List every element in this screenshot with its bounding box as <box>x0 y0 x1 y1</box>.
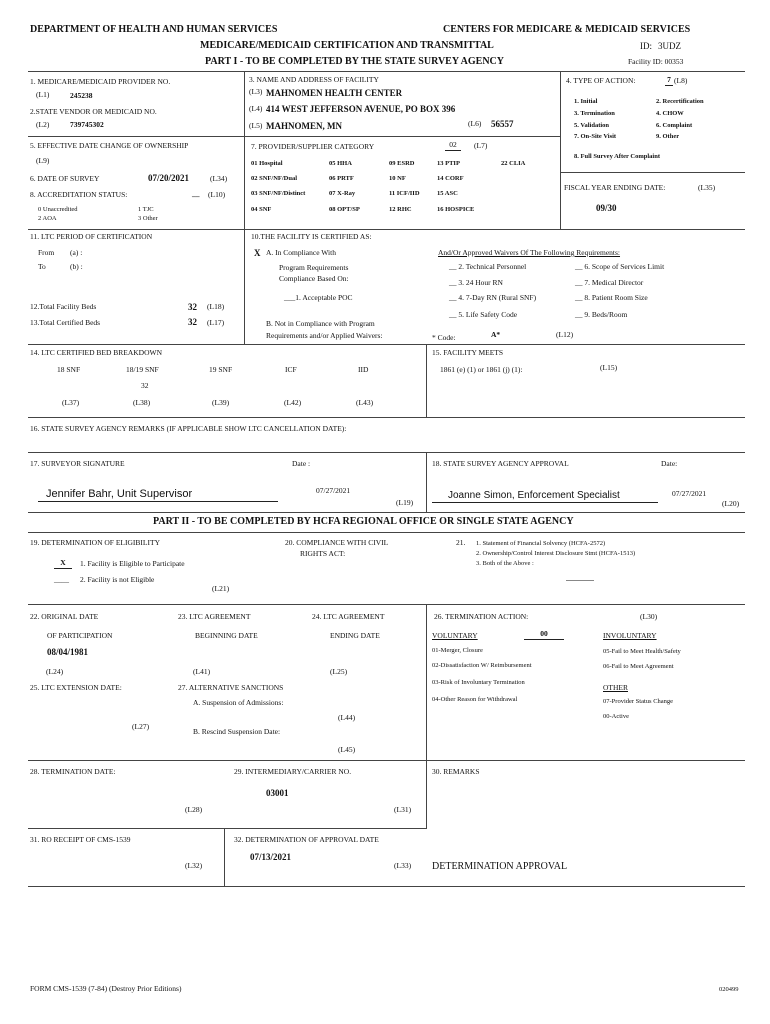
waiver-item: __ 5. Life Safety Code <box>449 310 518 319</box>
field21-item: 1. Statement of Financial Solvency (HCFA-2572) <box>476 540 606 547</box>
action-option: 6. Complaint <box>656 122 693 129</box>
agency-approval-label: 18. STATE SURVEY AGENCY APPROVAL <box>432 459 569 468</box>
category-option: 05 HHA <box>329 160 352 167</box>
rule <box>426 604 427 829</box>
ro-receipt-code: (L32) <box>185 861 203 870</box>
other-item: 07-Provider Status Change <box>603 698 674 705</box>
action-type-code: (L8) <box>674 76 688 85</box>
fiscal-year-value: 09/30 <box>596 203 617 213</box>
ltc-extension-code: (L27) <box>132 722 150 731</box>
waiver-item: __ 7. Medical Director <box>575 278 644 287</box>
total-beds-code: (L18) <box>207 302 225 311</box>
facility-id: Facility ID: 00353 <box>628 57 684 66</box>
bed-code: (L38) <box>133 398 151 407</box>
certified-beds-label: 13.Total Certified Beds <box>30 318 101 327</box>
ltc-begin-code: (L41) <box>193 667 211 676</box>
approval-date-label: 32. DETERMINATION OF APPROVAL DATE <box>234 835 379 844</box>
approval-date-code: (L33) <box>394 861 412 870</box>
field21-blank <box>566 580 594 581</box>
waiver-item: __ 6. Scope of Services Limit <box>575 262 665 271</box>
involuntary-item: 06-Fail to Meet Agreement <box>603 663 674 670</box>
bed-col: 18/19 SNF <box>126 365 159 374</box>
ltc-period-label: 11. LTC PERIOD OF CERTIFICATION <box>30 232 153 241</box>
category-option: 09 ESRD <box>389 160 415 167</box>
not-in-compliance: B. Not in Compliance with Program <box>266 319 375 328</box>
field21-label: 21. <box>456 538 466 547</box>
original-date-value: 08/04/1981 <box>47 647 89 657</box>
action-type-value: 7 <box>665 76 673 86</box>
voluntary-item: 01-Merger, Closure <box>432 647 483 654</box>
part1-title: PART I - TO BE COMPLETED BY THE STATE SURVEY AGENCY <box>205 56 504 67</box>
agency-code: (L20) <box>722 499 740 508</box>
ltc-extension-label: 25. LTC EXTENSION DATE: <box>30 683 122 692</box>
category-option: 01 Hospital <box>251 160 283 167</box>
eligibility-label: 19. DETERMINATION OF ELIGIBILITY <box>30 538 160 547</box>
rule <box>28 229 745 230</box>
action-option: 8. Full Survey After Complaint <box>574 153 661 160</box>
rule <box>28 604 745 605</box>
agency-date: 07/27/2021 <box>672 489 707 498</box>
certified-as-label: 10.THE FACILITY IS CERTIFIED AS: <box>251 232 372 241</box>
eligibility-blank: ____ <box>54 575 69 584</box>
termination-action-label: 26. TERMINATION ACTION: <box>434 612 529 621</box>
rule <box>426 344 427 417</box>
category-option: 22 CLIA <box>501 160 526 167</box>
certified-beds-value: 32 <box>188 317 197 327</box>
bed-code: (L43) <box>356 398 374 407</box>
accreditation-option: 1 TJC <box>138 206 154 213</box>
surveyor-date: 07/27/2021 <box>316 486 351 495</box>
category-option: 03 SNF/NF/Distinct <box>251 190 306 197</box>
ltc-begin-label: 23. LTC AGREEMENT <box>178 612 251 621</box>
action-option: 9. Other <box>656 133 680 140</box>
ro-receipt-label: 31. RO RECEIPT OF CMS-1539 <box>30 835 131 844</box>
action-option: 5. Validation <box>574 122 610 129</box>
category-option: 11 ICF/IID <box>389 190 420 197</box>
rule <box>560 172 745 173</box>
rule <box>426 452 427 512</box>
field21-item: 2. Ownership/Control Interest Disclosure Stmt (HCFA-1513) <box>476 550 636 557</box>
ltc-to-label: To <box>38 262 46 271</box>
ltc-from-code: (a) : <box>70 248 83 257</box>
id-value: 3UDZ <box>658 41 681 51</box>
alt-sanctions-label: 27. ALTERNATIVE SANCTIONS <box>178 683 284 692</box>
waiver-item: __ 4. 7-Day RN (Rural SNF) <box>449 293 537 302</box>
accreditation-option: 0 Unaccredited <box>38 206 78 213</box>
ltc-to-code: (b) : <box>70 262 83 271</box>
facility-meets-text: 1861 (e) (1) or 1861 (j) (1): <box>440 365 523 374</box>
ltc-end-label: 24. LTC AGREEMENT <box>312 612 385 621</box>
waiver-item: __ 3. 24 Hour RN <box>449 278 503 287</box>
remarks-label: 16. STATE SURVEY AGENCY REMARKS (IF APPLICABLE SHOW LTC CANCELLATION DATE): <box>30 424 347 433</box>
facility-meets-code: (L15) <box>600 363 618 372</box>
footer-code: 020499 <box>719 986 739 993</box>
ownership-change-label: 5. EFFECTIVE DATE CHANGE OF OWNERSHIP <box>30 141 189 150</box>
compliance-based-on: Compliance Based On: <box>279 274 349 283</box>
termination-action-code: (L30) <box>640 612 658 621</box>
acceptable-poc: ___1. Acceptable POC <box>284 293 353 302</box>
ltc-begin-sub: BEGINNING DATE <box>195 631 258 640</box>
waiver-item: __ 8. Patient Room Size <box>575 293 648 302</box>
total-beds-label: 12.Total Facility Beds <box>30 302 97 311</box>
original-date-code: (L24) <box>46 667 64 676</box>
rule <box>244 229 245 344</box>
civil-rights-label-2: RIGHTS ACT: <box>300 549 346 558</box>
voluntary-header: VOLUNTARY <box>432 631 478 640</box>
cms-title: CENTERS FOR MEDICARE & MEDICAID SERVICES <box>443 24 691 35</box>
rule <box>28 136 244 137</box>
code-label: * Code: <box>432 333 456 342</box>
total-beds-value: 32 <box>188 302 197 312</box>
facility-name: MAHNOMEN HEALTH CENTER <box>266 88 403 98</box>
accreditation-label: 8. ACCREDITATION STATUS: <box>30 190 128 199</box>
waiver-item: __ 2. Technical Personnel <box>449 262 527 271</box>
category-option: 16 HOSPICE <box>437 206 475 213</box>
bed-code: (L39) <box>212 398 230 407</box>
eligibility-code: (L21) <box>212 584 230 593</box>
l4-code: (L4) <box>249 104 263 113</box>
form-title: MEDICARE/MEDICAID CERTIFICATION AND TRANSMITTAL <box>200 40 494 51</box>
category-option: 06 PRTF <box>329 175 354 182</box>
form-number: FORM CMS-1539 (7-84) (Destroy Prior Editions) <box>30 984 182 993</box>
bed-col: IID <box>358 365 369 374</box>
civil-rights-label: 20. COMPLIANCE WITH CIVIL <box>285 538 389 547</box>
category-option: 14 CORF <box>437 175 464 182</box>
ltc-end-sub: ENDING DATE <box>330 631 380 640</box>
category-option: 13 PTIP <box>437 160 460 167</box>
field21-item: 3. Both of the Above : <box>476 560 534 567</box>
bed-1819-value: 32 <box>141 381 149 390</box>
action-option: 3. Termination <box>574 110 615 117</box>
agency-signature: Joanne Simon, Enforcement Specialist <box>432 490 658 503</box>
provider-category-label: 7. PROVIDER/SUPPLIER CATEGORY <box>251 142 375 151</box>
remarks30-label: 30. REMARKS <box>432 767 480 776</box>
survey-date-value: 07/20/2021 <box>148 173 190 183</box>
facility-city: MAHNOMEN, MN <box>266 121 342 131</box>
other-header: OTHER <box>603 683 628 692</box>
program-requirements: Program Requirements <box>279 263 349 272</box>
termination-value: 00 <box>524 630 564 640</box>
voluntary-item: 03-Risk of Involuntary Termination <box>432 679 525 686</box>
rule <box>28 452 745 453</box>
bed-code: (L42) <box>284 398 302 407</box>
bed-col: 18 SNF <box>57 365 81 374</box>
rescind-code: (L45) <box>338 745 356 754</box>
bed-col: 19 SNF <box>209 365 233 374</box>
rule <box>28 71 745 72</box>
l6-code: (L6) <box>468 119 482 128</box>
agency-date-label: Date: <box>661 459 678 468</box>
compliance-mark: X <box>254 248 261 258</box>
rule <box>426 760 745 761</box>
action-option: 1. Initial <box>574 98 598 105</box>
category-option: 07 X-Ray <box>329 190 356 197</box>
department-title: DEPARTMENT OF HEALTH AND HUMAN SERVICES <box>30 24 278 35</box>
intermediary-label: 29. INTERMEDIARY/CARRIER NO. <box>234 767 352 776</box>
rule <box>28 760 426 761</box>
waivers-header: And/Or Approved Waivers Of The Following Requirements: <box>438 248 621 257</box>
eligibility-option: 1. Facility is Eligible to Participate <box>80 559 185 568</box>
other-item: 00-Active <box>603 713 629 720</box>
determination-approval: DETERMINATION APPROVAL <box>432 861 568 872</box>
in-compliance-label: A. In Compliance With <box>266 248 336 257</box>
rule <box>28 828 426 829</box>
accreditation-code: (L10) <box>208 190 226 199</box>
facility-street: 414 WEST JEFFERSON AVENUE, PO BOX 396 <box>266 104 456 114</box>
part2-title: PART II - TO BE COMPLETED BY HCFA REGIONAL OFFICE OR SINGLE STATE AGENCY <box>153 516 574 527</box>
bed-col: ICF <box>285 365 297 374</box>
category-option: 02 SNF/NF/Dual <box>251 175 298 182</box>
rule <box>560 71 561 229</box>
fiscal-year-label: FISCAL YEAR ENDING DATE: <box>564 183 666 192</box>
action-type-label: 4. TYPE OF ACTION: <box>566 76 636 85</box>
facility-meets-label: 15. FACILITY MEETS <box>432 348 504 357</box>
action-option: 2. Recertification <box>656 98 704 105</box>
suspension-label: A. Suspension of Admissions: <box>193 698 284 707</box>
intermediary-value: 03001 <box>266 788 289 798</box>
certified-beds-code: (L17) <box>207 318 225 327</box>
provider-no-value: 245238 <box>70 91 93 100</box>
fiscal-year-code: (L35) <box>698 183 716 192</box>
intermediary-code: (L31) <box>394 805 412 814</box>
rescind-label: B. Rescind Suspension Date: <box>193 727 281 736</box>
applied-waivers: Requirements and/or Applied Waivers: <box>266 331 383 340</box>
action-option: 4. CHOW <box>656 110 684 117</box>
ownership-change-code: (L9) <box>36 156 50 165</box>
action-option: 7. On-Site Visit <box>574 133 617 140</box>
eligibility-option: 2. Facility is not Eligible <box>80 575 155 584</box>
code-value: A* <box>491 330 501 339</box>
voluntary-item: 04-Other Reason for Withdrawal <box>432 696 518 703</box>
category-option: 08 OPT/SP <box>329 206 360 213</box>
category-option: 12 RHC <box>389 206 412 213</box>
accreditation-option: 3 Other <box>138 215 158 222</box>
rule <box>28 512 745 513</box>
rule <box>244 136 560 137</box>
rule <box>28 532 745 533</box>
rule <box>224 828 225 886</box>
vendor-no-value: 739745302 <box>70 120 104 129</box>
survey-date-label: 6. DATE OF SURVEY <box>30 174 100 183</box>
accreditation-value: __ <box>192 189 200 198</box>
provider-no-label: 1. MEDICARE/MEDICAID PROVIDER NO. <box>30 77 171 86</box>
voluntary-item: 02-Dissatisfaction W/ Reimbursement <box>432 662 532 669</box>
category-option: 15 ASC <box>437 190 458 197</box>
provider-no-code: (L1) <box>36 90 50 99</box>
provider-category-value: 02 <box>445 141 461 151</box>
ltc-end-code: (L25) <box>330 667 348 676</box>
original-date-label: 22. ORIGINAL DATE <box>30 612 99 621</box>
vendor-no-code: (L2) <box>36 120 50 129</box>
facility-address-label: 3. NAME AND ADDRESS OF FACILITY <box>249 75 379 84</box>
termination-date-code: (L28) <box>185 805 203 814</box>
termination-date-label: 28. TERMINATION DATE: <box>30 767 116 776</box>
id-label: ID: <box>640 41 652 51</box>
ltc-from-label: From <box>38 248 55 257</box>
involuntary-header: INVOLUNTARY <box>603 631 657 640</box>
rule <box>28 344 745 345</box>
provider-category-code: (L7) <box>474 141 488 150</box>
suspension-code: (L44) <box>338 713 356 722</box>
surveyor-signature: Jennifer Bahr, Unit Supervisor <box>38 488 278 502</box>
survey-date-code: (L34) <box>210 174 228 183</box>
code-ref: (L12) <box>556 330 574 339</box>
bed-breakdown-label: 14. LTC CERTIFIED BED BREAKDOWN <box>30 348 162 357</box>
l3-code: (L3) <box>249 87 263 96</box>
rule <box>28 417 745 418</box>
surveyor-code: (L19) <box>396 498 414 507</box>
involuntary-item: 05-Fail to Meet Health/Safety <box>603 648 681 655</box>
accreditation-option: 2 AOA <box>38 215 57 222</box>
category-option: 04 SNF <box>251 206 272 213</box>
surveyor-signature-label: 17. SURVEYOR SIGNATURE <box>30 459 125 468</box>
rule <box>244 71 245 229</box>
rule <box>28 886 745 887</box>
category-option: 10 NF <box>389 175 406 182</box>
waiver-item: __ 9. Beds/Room <box>575 310 628 319</box>
surveyor-date-label: Date : <box>292 459 311 468</box>
original-date-sub: OF PARTICIPATION <box>47 631 113 640</box>
facility-zip: 56557 <box>491 119 514 129</box>
bed-code: (L37) <box>62 398 80 407</box>
approval-date-value: 07/13/2021 <box>250 852 292 862</box>
eligibility-mark: X <box>54 559 72 569</box>
vendor-no-label: 2.STATE VENDOR OR MEDICAID NO. <box>30 107 157 116</box>
l5-code: (L5) <box>249 121 263 130</box>
